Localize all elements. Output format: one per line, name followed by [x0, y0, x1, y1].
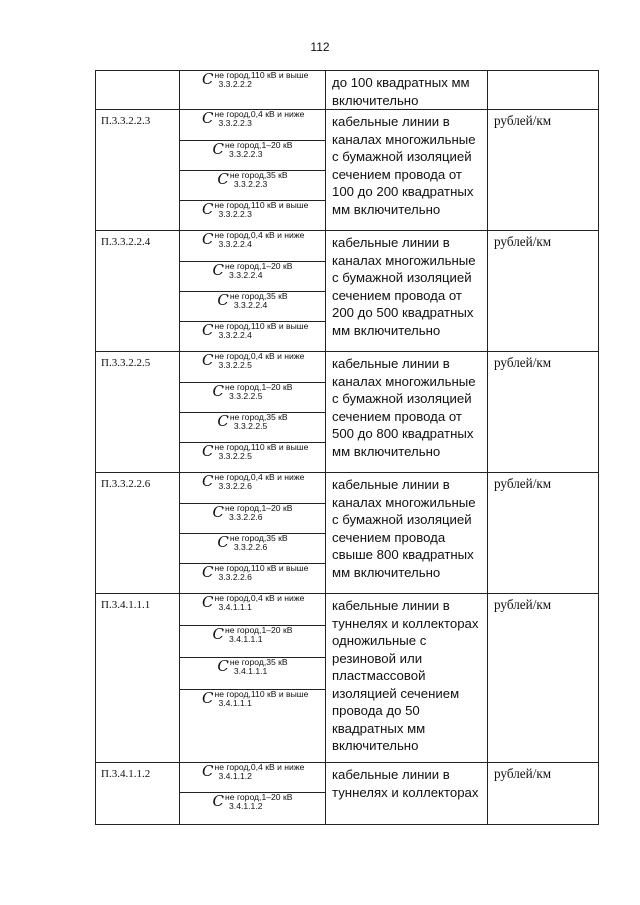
formula-scripts	[214, 352, 304, 370]
formula-subscript: 3.3.2.2.6	[229, 511, 263, 522]
formula	[180, 564, 325, 582]
formula-subscript: 3.3.2.2.3	[233, 178, 268, 189]
formula-superscript: не город,110 кВ и выше	[214, 200, 309, 210]
cost-symbol: C	[202, 200, 214, 219]
page-number: 112	[310, 40, 330, 54]
formula-cell	[180, 110, 326, 141]
formula	[180, 292, 325, 310]
formula-superscript: не город,35 кВ	[229, 657, 288, 667]
table-row	[96, 473, 599, 504]
table-row	[96, 352, 599, 383]
formula	[180, 171, 325, 189]
formula-subscript: 3.3.2.2.4	[218, 329, 252, 340]
formula-superscript: не город,1–20 кВ	[225, 261, 293, 271]
description-cell: кабельные линии в каналах многожильные с бумажной изоляцией сечением провода от 100 до 200 квадратных мм включительно	[326, 110, 488, 231]
formula-superscript: не город,110 кВ и выше	[214, 321, 309, 331]
cost-symbol: C	[212, 261, 225, 280]
formula-superscript: не город,0,4 кВ и ниже	[214, 472, 305, 482]
unit-cell	[488, 71, 599, 110]
code-cell: П.3.3.2.2.3	[96, 110, 180, 231]
formula-superscript: не город,1–20 кВ	[225, 382, 293, 392]
cost-symbol: C	[212, 140, 225, 159]
table-row	[96, 594, 599, 626]
formula-cell	[180, 534, 326, 564]
formula-subscript: 3.4.1.1.1	[229, 633, 263, 644]
formula-superscript: не город,35 кВ	[229, 170, 288, 180]
formula-scripts	[225, 383, 292, 401]
formula-scripts	[214, 763, 304, 781]
cost-symbol: C	[217, 533, 229, 552]
formula-superscript: не город,1–20 кВ	[225, 792, 293, 802]
table-row	[96, 231, 599, 262]
formula-scripts	[230, 658, 288, 676]
formula-scripts	[214, 564, 308, 582]
formula-subscript: 3.3.2.2.6	[218, 571, 252, 582]
formula-scripts	[225, 626, 292, 644]
formula	[180, 413, 325, 431]
formula-subscript: 3.3.2.2.6	[218, 480, 252, 491]
formula-subscript: 3.3.2.2.4	[233, 299, 268, 310]
table-row	[96, 71, 599, 110]
formula-cell	[180, 658, 326, 690]
formula-subscript: 3.3.2.2.6	[233, 541, 268, 552]
formula-scripts	[214, 231, 304, 249]
formula-cell	[180, 626, 326, 658]
formula-subscript: 3.3.2.2.4	[218, 238, 252, 249]
formula	[180, 443, 325, 461]
formula-cell	[180, 690, 326, 763]
formula-scripts	[225, 504, 292, 522]
formula-cell	[180, 564, 326, 594]
formula-subscript: 3.3.2.2.5	[218, 359, 252, 370]
cost-symbol: C	[212, 382, 225, 401]
table-row	[96, 110, 599, 141]
formula	[180, 594, 325, 612]
formula	[180, 71, 325, 89]
formula-cell	[180, 793, 326, 825]
formula-scripts	[225, 793, 292, 811]
formula-superscript: не город,110 кВ и выше	[214, 442, 309, 452]
formula-cell	[180, 443, 326, 473]
description-cell: кабельные линии в каналах многожильные с бумажной изоляцией сечением провода от 200 до 500 квадратных мм включительно	[326, 231, 488, 352]
code-cell: П.3.4.1.1.1	[96, 594, 180, 763]
unit-cell: рублей/км	[488, 110, 599, 231]
formula-cell	[180, 71, 326, 110]
formula	[180, 793, 325, 811]
cost-symbol: C	[217, 412, 229, 431]
formula-scripts	[214, 473, 304, 491]
formula-scripts	[225, 141, 292, 159]
description-cell: кабельные линии в каналах многожильные с бумажной изоляцией сечением провода от 500 до 800 квадратных мм включительно	[326, 352, 488, 473]
formula-scripts	[230, 413, 288, 431]
cost-symbol: C	[202, 593, 214, 612]
code-cell	[96, 71, 180, 110]
formula-subscript: 3.4.1.1.2	[218, 770, 252, 781]
code-cell: П.3.3.2.2.4	[96, 231, 180, 352]
cost-symbol: C	[202, 351, 214, 370]
formula-cell	[180, 352, 326, 383]
cost-symbol: C	[212, 792, 225, 811]
formula-subscript: 3.3.2.2.3	[229, 148, 263, 159]
cost-symbol: C	[202, 230, 214, 249]
formula-scripts	[214, 594, 304, 612]
formula-scripts	[230, 534, 288, 552]
formula-scripts	[214, 110, 304, 128]
formula-scripts	[214, 322, 308, 340]
cost-symbol: C	[217, 291, 229, 310]
cost-symbol: C	[202, 70, 214, 89]
formula	[180, 763, 325, 781]
formula-superscript: не город,35 кВ	[229, 533, 288, 543]
formula	[180, 690, 325, 708]
formula-cell	[180, 413, 326, 443]
cost-symbol: C	[202, 689, 214, 708]
formula	[180, 473, 325, 491]
cost-symbol: C	[217, 657, 229, 676]
formula	[180, 534, 325, 552]
formula-superscript: не город,0,4 кВ и ниже	[214, 230, 305, 240]
formula-superscript: не город,0,4 кВ и ниже	[214, 762, 305, 772]
code-cell: П.3.3.2.2.5	[96, 352, 180, 473]
formula-superscript: не город,0,4 кВ и ниже	[214, 593, 305, 603]
formula	[180, 110, 325, 128]
cost-symbol: C	[202, 563, 214, 582]
formula-superscript: не город,110 кВ и выше	[214, 70, 309, 80]
description-cell: кабельные линии в туннелях и коллекторах одножильные с резиновой или пластмассовой изоляцией сечением провода до 50 квадратных мм включительно	[326, 594, 488, 763]
cost-symbol: C	[212, 625, 225, 644]
cost-symbol: C	[202, 762, 214, 781]
formula-subscript: 3.3.2.2.2	[218, 78, 252, 89]
unit-cell: рублей/км	[488, 594, 599, 763]
formula-cell	[180, 763, 326, 793]
formula-cell	[180, 383, 326, 413]
formula-subscript: 3.3.2.2.3	[218, 117, 252, 128]
description-cell: кабельные линии в туннелях и коллекторах	[326, 763, 488, 825]
formula-subscript: 3.4.1.1.1	[233, 665, 268, 676]
formula	[180, 231, 325, 249]
code-cell: П.3.3.2.2.6	[96, 473, 180, 594]
cost-symbol: C	[212, 503, 225, 522]
unit-cell: рублей/км	[488, 473, 599, 594]
formula-cell	[180, 171, 326, 201]
cost-symbol: C	[202, 442, 214, 461]
formula	[180, 262, 325, 280]
formula-cell	[180, 292, 326, 322]
formula-subscript: 3.3.2.2.3	[218, 208, 252, 219]
formula-cell	[180, 201, 326, 231]
formula-subscript: 3.3.2.2.5	[233, 420, 268, 431]
formula	[180, 658, 325, 676]
unit-cell: рублей/км	[488, 231, 599, 352]
table-row	[96, 763, 599, 793]
formula	[180, 141, 325, 159]
formula-superscript: не город,1–20 кВ	[225, 625, 293, 635]
formula-subscript: 3.4.1.1.1	[218, 601, 252, 612]
formula-cell	[180, 504, 326, 534]
formula-cell	[180, 231, 326, 262]
formula-superscript: не город,1–20 кВ	[225, 140, 293, 150]
formula-superscript: не город,35 кВ	[229, 412, 288, 422]
formula	[180, 504, 325, 522]
formula-subscript: 3.3.2.2.5	[229, 390, 263, 401]
cost-symbol: C	[217, 170, 229, 189]
formula-subscript: 3.3.2.2.5	[218, 450, 252, 461]
unit-cell: рублей/км	[488, 763, 599, 825]
description-cell: кабельные линии в каналах многожильные с бумажной изоляцией сечением провода свыше 800 квадратных мм включительно	[326, 473, 488, 594]
formula	[180, 201, 325, 219]
formula	[180, 626, 325, 644]
formula-superscript: не город,0,4 кВ и ниже	[214, 109, 305, 119]
formula-cell	[180, 262, 326, 292]
formula-scripts	[214, 690, 308, 708]
unit-cell: рублей/км	[488, 352, 599, 473]
formula-superscript: не город,35 кВ	[229, 291, 288, 301]
formula-cell	[180, 322, 326, 352]
formula-scripts	[214, 71, 308, 89]
formula-subscript: 3.3.2.2.4	[229, 269, 263, 280]
formula	[180, 383, 325, 401]
description-cell: до 100 квадратных мм включительно	[326, 71, 488, 110]
formula-scripts	[214, 201, 308, 219]
formula	[180, 352, 325, 370]
cost-symbol: C	[202, 472, 214, 491]
formula-superscript: не город,110 кВ и выше	[214, 563, 309, 573]
formula-subscript: 3.4.1.1.1	[218, 697, 252, 708]
formula-cell	[180, 141, 326, 171]
cost-symbol: C	[202, 321, 214, 340]
formula-cell	[180, 594, 326, 626]
cost-symbol: C	[202, 109, 214, 128]
formula-superscript: не город,110 кВ и выше	[214, 689, 309, 699]
formula-cell	[180, 473, 326, 504]
formula-subscript: 3.4.1.1.2	[229, 800, 263, 811]
formula-scripts	[230, 171, 288, 189]
formula-scripts	[230, 292, 288, 310]
formula-scripts	[214, 443, 308, 461]
formula	[180, 322, 325, 340]
formula-superscript: не город,0,4 кВ и ниже	[214, 351, 305, 361]
code-cell: П.3.4.1.1.2	[96, 763, 180, 825]
formula-scripts	[225, 262, 292, 280]
tariff-table	[95, 70, 599, 825]
formula-superscript: не город,1–20 кВ	[225, 503, 293, 513]
